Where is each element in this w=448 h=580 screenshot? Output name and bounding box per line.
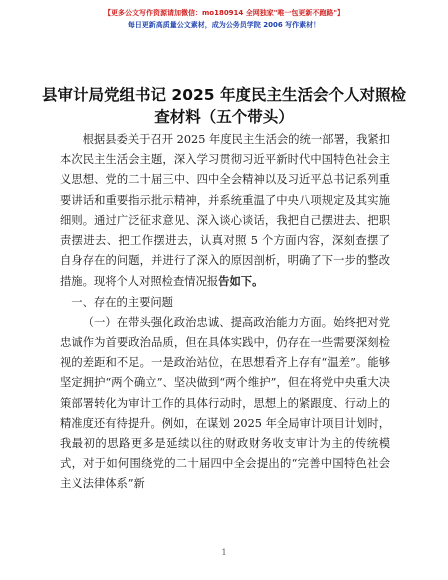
document-body bbox=[60, 130, 390, 495]
intro-text-bold: 告如下。 bbox=[218, 274, 264, 289]
intro-text: 根据县委关于召开 2025 年度民主生活会的统一部署，我紧扣本次民主生活会主题，深入学习贯彻习近平新时代中国特色社会主义思想、党的二十届三中、四中全会精神以及习近平总书记系列重要讲话和重要指示批示精神，并系统重温了中央八项规定及其实施细则。通过广泛征求意见、深入谈心谈话，我把自己摆进去、把职责摆进去、把工作摆进去，认真对照 5 个方面内容，深刻查摆了自身存在的问题，并进行了深入的原因剖析，明确了下一步的整改措施。现将个人对照检查情况报 bbox=[60, 133, 390, 289]
intro-paragraph bbox=[60, 130, 390, 293]
document-title: 县审计局党组书记 2025 年度民主生活会个人对照检查材料（五个带头） bbox=[42, 86, 406, 126]
page-number: 1 bbox=[221, 548, 227, 557]
promo-banner-red: 【更多公文写作资源请加微信：mo180914 全网独家"唯一包更新不跑路"】 bbox=[103, 9, 345, 17]
promo-banner-blue: 每日更新高质量公文素材，成为公务员学院 2006 写作素材！ bbox=[127, 21, 321, 29]
section-heading: 一、存在的主要问题 bbox=[71, 295, 173, 309]
subsection-paragraph: （一）在带头强化政治忠诚、提高政治能力方面。始终把对党忠诚作为首要政治品质，但在具体实践中，仍存在一些需要深刻检视的差距和不足。一是政治站位，在思想看齐上存有“温差”。能够坚定拥护“两个确立”、坚决做到“两个维护”，但在将党中央重大决策部署转化为审计工作的具体行动时，思想上的紧跟度、行动上的精准度还有待提升。例如，在谋划 2025 年全局审计项目计划时，我最初的思路更多是延续以往的财政财务收支审计为主的传统模式，对于如何围绕党的二十届四中全会提出的“完善中国特色社会主义法律体系”新 bbox=[60, 315, 390, 491]
